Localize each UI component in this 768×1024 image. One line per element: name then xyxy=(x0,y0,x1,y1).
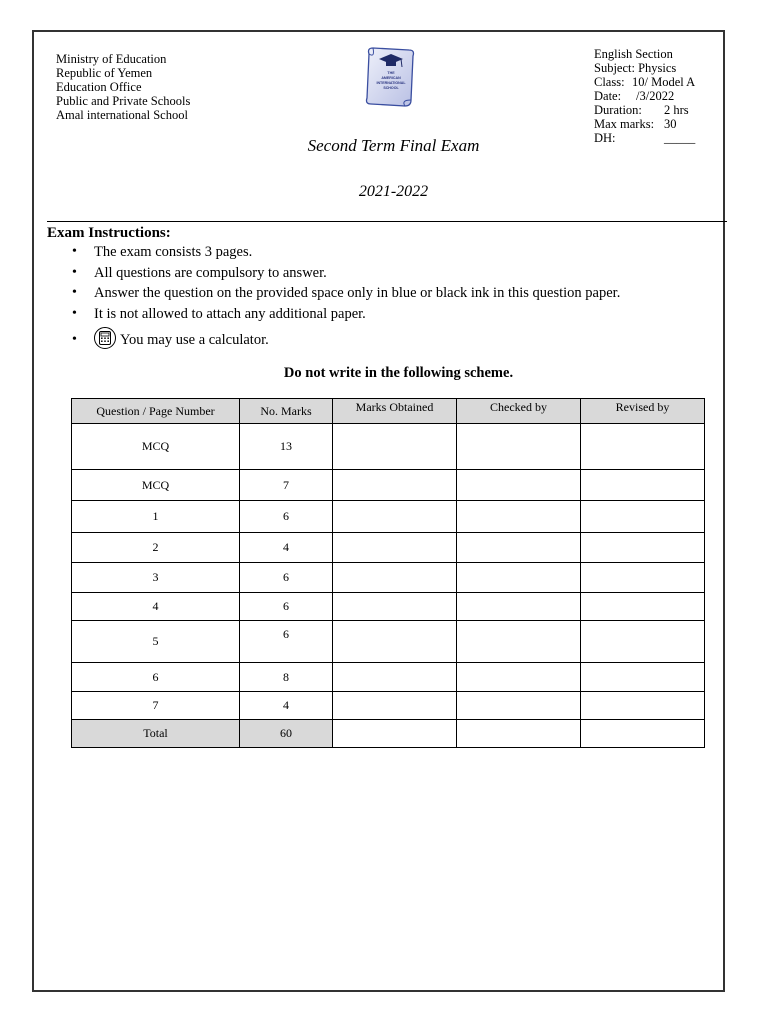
ministry-line: Ministry of Education xyxy=(56,52,167,66)
header-checked-by: Checked by xyxy=(457,399,581,424)
subject-line: Subject: Physics xyxy=(594,61,677,75)
instructions-list xyxy=(72,242,620,356)
checked-by-cell xyxy=(457,621,581,663)
revised-by-cell xyxy=(581,663,705,692)
marks-obtained-cell xyxy=(333,424,457,470)
country-line: Republic of Yemen xyxy=(56,66,153,80)
date-line xyxy=(594,89,695,103)
duration-label: Duration: xyxy=(594,103,642,117)
header-revised-by: Revised by xyxy=(581,399,705,424)
marks-obtained-cell xyxy=(333,533,457,563)
schools-line: Public and Private Schools xyxy=(56,94,191,108)
duration-value: 2 hrs xyxy=(664,103,689,117)
marks-obtained-cell xyxy=(333,593,457,621)
class-value: 10/ Model A xyxy=(632,75,696,89)
instructions-title: Exam Instructions: xyxy=(47,225,171,241)
marks-cell: 13 xyxy=(240,424,333,470)
question-cell: 5 xyxy=(72,621,240,663)
table-row xyxy=(72,563,705,593)
dh-label: DH: xyxy=(594,131,616,145)
revised-by-cell xyxy=(581,424,705,470)
table-row xyxy=(72,501,705,533)
checked-by-cell xyxy=(457,663,581,692)
office-line: Education Office xyxy=(56,80,142,94)
question-cell: 3 xyxy=(72,563,240,593)
instruction-calculator-text: You may use a calculator. xyxy=(120,332,269,348)
duration-line xyxy=(594,103,695,117)
marks-obtained-cell xyxy=(333,692,457,720)
revised-by-cell xyxy=(581,621,705,663)
question-cell: MCQ xyxy=(72,424,240,470)
marks-cell: 6 xyxy=(240,621,333,663)
checked-by-cell xyxy=(457,563,581,593)
section-line: English Section xyxy=(594,47,673,61)
exam-page xyxy=(32,30,725,992)
date-value: /3/2022 xyxy=(636,89,675,103)
checked-by-cell xyxy=(457,593,581,621)
revised-by-cell xyxy=(581,563,705,593)
school-scroll-logo-icon xyxy=(361,44,421,112)
date-label: Date: xyxy=(594,89,622,103)
marks-cell: 8 xyxy=(240,663,333,692)
logo-text-3: INTERNATIONAL xyxy=(376,81,406,85)
logo-text-2: AMERICAN xyxy=(381,76,401,80)
revised-by-cell xyxy=(581,533,705,563)
calculator-icon xyxy=(94,327,116,349)
checked-by-cell xyxy=(457,533,581,563)
header-question: Question / Page Number xyxy=(72,399,240,424)
marks-obtained-cell xyxy=(333,563,457,593)
revised-by-cell xyxy=(581,692,705,720)
table-row xyxy=(72,621,705,663)
table-row xyxy=(72,470,705,501)
marks-cell: 6 xyxy=(240,501,333,533)
class-label: Class: xyxy=(594,75,625,89)
marks-obtained-cell xyxy=(333,501,457,533)
school-name-line: Amal international School xyxy=(56,108,188,122)
question-cell: MCQ xyxy=(72,470,240,501)
exam-year: 2021-2022 xyxy=(358,183,429,200)
marks-cell: 6 xyxy=(240,563,333,593)
marks-obtained-cell xyxy=(333,470,457,501)
marks-cell: 7 xyxy=(240,470,333,501)
question-cell: 6 xyxy=(72,663,240,692)
table-header-row xyxy=(72,399,705,424)
checked-by-cell xyxy=(457,720,581,748)
table-row xyxy=(72,692,705,720)
scheme-note: Do not write in the following scheme. xyxy=(283,365,514,381)
marks-cell: 4 xyxy=(240,533,333,563)
exam-details-header xyxy=(594,47,695,145)
revised-by-cell xyxy=(581,720,705,748)
checked-by-cell xyxy=(457,692,581,720)
checked-by-cell xyxy=(457,501,581,533)
header-divider xyxy=(47,221,727,222)
question-cell: 1 xyxy=(72,501,240,533)
logo-text-1: THE xyxy=(387,71,395,75)
instruction-item: • Answer the question on the provided space only in blue or black ink in this question paper. xyxy=(72,283,620,304)
marks-obtained-cell xyxy=(333,621,457,663)
instruction-item: • All questions are compulsory to answer. xyxy=(72,263,620,284)
table-row xyxy=(72,424,705,470)
table-total-row xyxy=(72,720,705,748)
ministry-header xyxy=(56,52,190,122)
marks-cell: 6 xyxy=(240,593,333,621)
instruction-item: • The exam consists 3 pages. xyxy=(72,242,620,263)
marks-obtained-cell xyxy=(333,720,457,748)
instruction-item-calculator xyxy=(72,326,620,356)
exam-title: Second Term Final Exam xyxy=(307,136,480,155)
checked-by-cell xyxy=(457,470,581,501)
logo-text-4: SCHOOL xyxy=(383,86,399,90)
marks-scheme-table xyxy=(71,398,705,748)
marks-obtained-cell xyxy=(333,663,457,692)
class-line xyxy=(594,75,695,89)
checked-by-cell xyxy=(457,424,581,470)
header-no-marks: No. Marks xyxy=(240,399,333,424)
revised-by-cell xyxy=(581,501,705,533)
header-marks-obtained: Marks Obtained xyxy=(333,399,457,424)
max-marks-label: Max marks: xyxy=(594,117,655,131)
instruction-item: • It is not allowed to attach any additional paper. xyxy=(72,304,620,325)
revised-by-cell xyxy=(581,470,705,501)
max-marks-line xyxy=(594,117,695,131)
question-cell: 2 xyxy=(72,533,240,563)
total-marks-cell: 60 xyxy=(240,720,333,748)
table-row xyxy=(72,533,705,563)
question-cell: 4 xyxy=(72,593,240,621)
dh-value: _____ xyxy=(664,131,696,145)
question-cell: 7 xyxy=(72,692,240,720)
table-row xyxy=(72,593,705,621)
table-row xyxy=(72,663,705,692)
revised-by-cell xyxy=(581,593,705,621)
max-marks-value: 30 xyxy=(664,117,677,131)
marks-cell: 4 xyxy=(240,692,333,720)
total-label-cell: Total xyxy=(72,720,240,748)
